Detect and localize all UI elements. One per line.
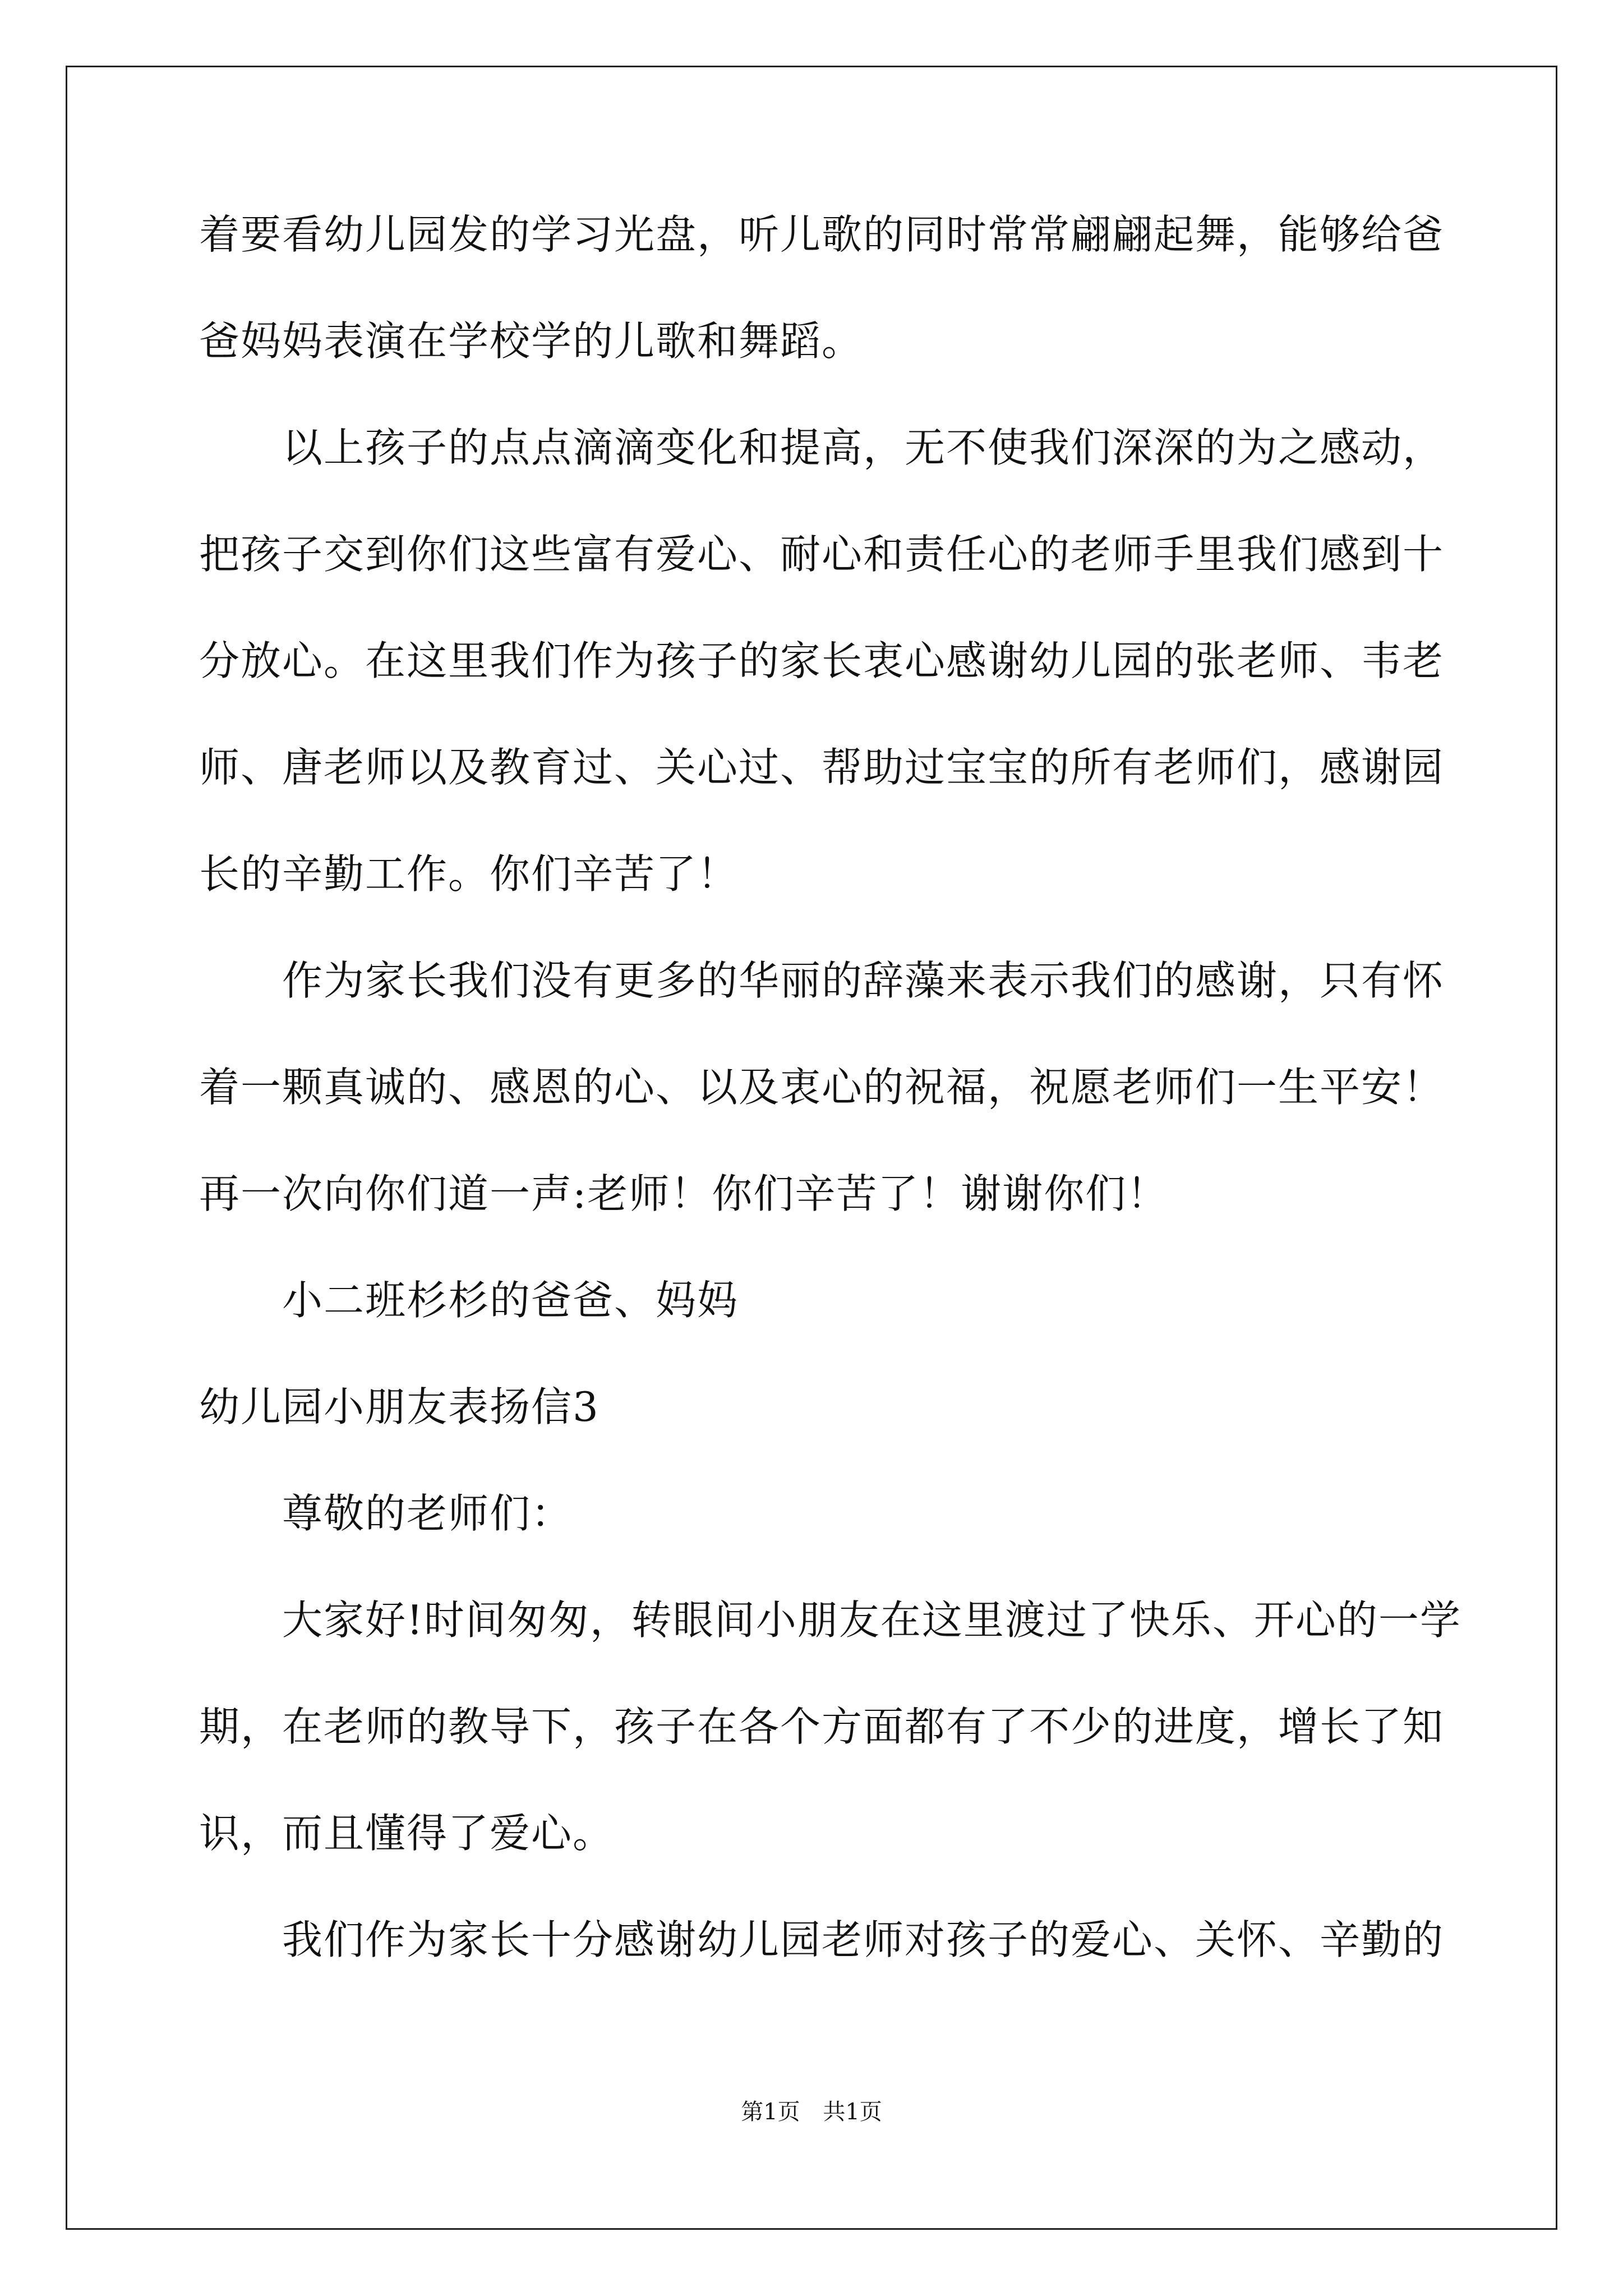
text-line: 期，在老师的教导下，孩子在各个方面都有了不少的进度，增长了知 (199, 1703, 1445, 1750)
text-line: 爸妈妈表演在学校学的儿歌和舞蹈。 (199, 318, 864, 365)
text-line: 识，而且懂得了爱心。 (199, 1810, 615, 1857)
text-line: 作为家长我们没有更多的华丽的辞藻来表示我们的感谢，只有怀 (199, 957, 1445, 1004)
page-border (66, 66, 1557, 2230)
text-line: 把孩子交到你们这些富有爱心、耐心和责任心的老师手里我们感到十 (199, 531, 1445, 578)
text-line: 着要看幼儿园发的学习光盘，听儿歌的同时常常翩翩起舞，能够给爸 (199, 211, 1445, 258)
text-line: 分放心。在这里我们作为孩子的家长衷心感谢幼儿园的张老师、韦老 (199, 637, 1445, 684)
text-line: 我们作为家长十分感谢幼儿园老师对孩子的爱心、关怀、辛勤的 (199, 1916, 1445, 1963)
salutation-line: 尊敬的老师们： (199, 1490, 573, 1537)
text-line: 再一次向你们道一声:老师！你们辛苦了！谢谢你们！ (199, 1170, 1169, 1217)
page-footer (0, 2098, 1623, 2126)
section-heading: 幼儿园小朋友表扬信3 (199, 1383, 600, 1430)
page-number: 第1页 (741, 2099, 800, 2125)
text-line: 长的辛勤工作。你们辛苦了！ (199, 850, 739, 898)
text-line: 以上孩子的点点滴滴变化和提高，无不使我们深深的为之感动， (199, 424, 1445, 471)
text-line: 着一颗真诚的、感恩的心、以及衷心的祝福，祝愿老师们一生平安！ (199, 1064, 1445, 1111)
signature-line: 小二班杉杉的爸爸、妈妈 (199, 1277, 739, 1324)
text-line: 师、唐老师以及教育过、关心过、帮助过宝宝的所有老师们，感谢园 (199, 744, 1445, 791)
text-line: 大家好!时间匆匆，转眼间小朋友在这里渡过了快乐、开心的一学 (199, 1596, 1461, 1644)
page-total: 共1页 (823, 2099, 882, 2125)
